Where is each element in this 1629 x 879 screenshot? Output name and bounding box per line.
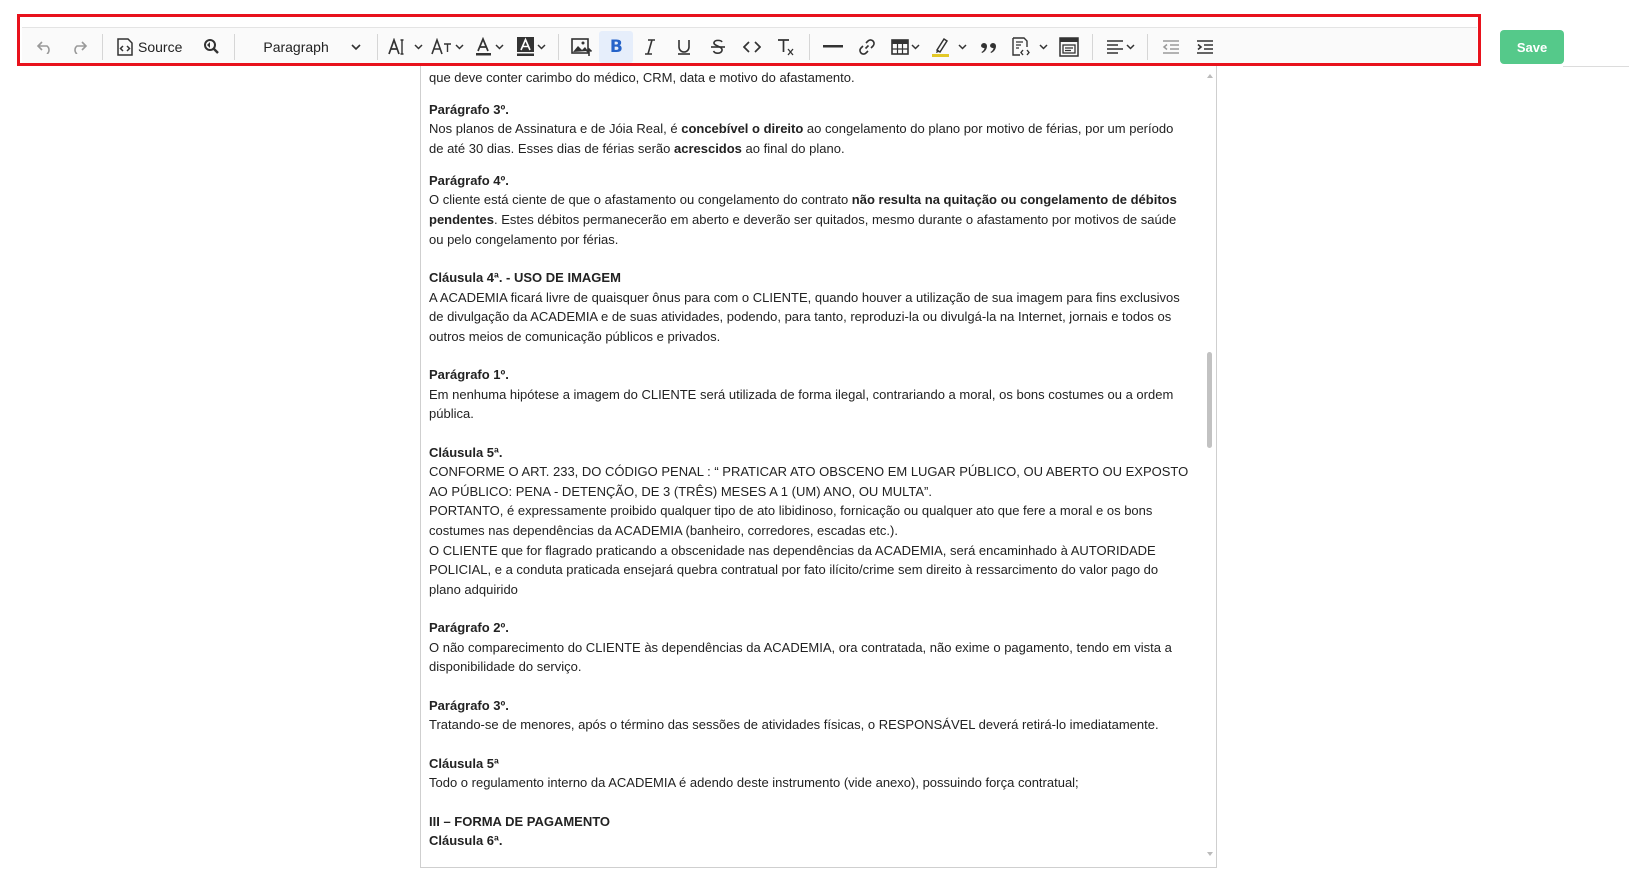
toolbar-separator [377, 34, 378, 60]
highlight-icon [932, 37, 950, 57]
html-embed-icon [1011, 37, 1031, 57]
editor-toolbar [22, 27, 1477, 66]
chevron-down-icon [455, 44, 464, 50]
outdent-icon[interactable] [1154, 31, 1188, 63]
clause-4-paragraph-1: Parágrafo 1º. Em nenhuma hipótese a imagem do CLIENTE será utilizada de forma ilegal, contrariando a moral, os bons costumes ou a ordem pública. [429, 367, 1174, 422]
insert-image-icon[interactable] [565, 31, 599, 63]
paragraph-title: Parágrafo 1º. [429, 367, 509, 383]
align-left-icon [1106, 40, 1124, 54]
chevron-down-icon [1126, 44, 1135, 50]
italic-icon[interactable] [633, 31, 667, 63]
indent-icon[interactable] [1188, 31, 1222, 63]
toolbar-separator [1147, 34, 1148, 60]
font-family-icon [431, 38, 453, 56]
scroll-up-arrow-icon[interactable] [1207, 74, 1213, 78]
section-title: III – FORMA DE PAGAMENTO [429, 813, 611, 829]
paragraph-3: Parágrafo 3º. Nos planos de Assinatura e de Jóia Real, é concebível o direito ao congelamento do plano por motivo de férias, por um período de até 30 dias. Esses dias de férias serão acrescidos ao final do plano. [429, 101, 1174, 156]
scroll-thumb[interactable] [1207, 352, 1212, 448]
clause-4: Cláusula 4ª. - USO DE IMAGEM A ACADEMIA ficará livre de quaisquer ônus para com o CLIENTE, quando houver a utilização de sua imagem para fins exclusivos de divulgação da ACADEMIA e de suas atividades, podendo, para tanto, reproduzi-la ou divulgá-la na Internet, jornais e todos os outros meios de comunicação públicos e privados. [429, 269, 1180, 344]
table-dropdown[interactable] [884, 31, 926, 63]
chevron-down-icon [1039, 44, 1048, 50]
highlight-dropdown[interactable] [926, 31, 972, 63]
heading-dropdown[interactable] [241, 31, 371, 63]
heading-value: Paragraph [263, 39, 329, 55]
find-replace-icon[interactable] [194, 31, 228, 63]
chevron-down-icon [537, 44, 546, 50]
paragraph-4: Parágrafo 4º. O cliente está ciente de que o afastamento ou congelamento do contrato não resulta na quitação ou congelamento de débitos pendentes. Estes débitos permanecerão em aberto e deverão ser quitados, mesmo durante o afastamento por motivos de saúde ou pelo congelamento por férias. [429, 172, 1177, 247]
clause-title: Cláusula 6ª. [429, 833, 503, 849]
font-size-dropdown[interactable] [384, 31, 426, 63]
strikethrough-icon[interactable] [701, 31, 735, 63]
toolbar-separator [809, 34, 810, 60]
underline-icon[interactable] [667, 31, 701, 63]
font-color-dropdown[interactable] [468, 31, 510, 63]
html-embed-dropdown[interactable] [1006, 31, 1052, 63]
bold-icon[interactable]: B [599, 31, 633, 63]
font-size-icon [388, 38, 412, 56]
editor-scrollbar[interactable] [1206, 74, 1214, 856]
redo-icon[interactable] [62, 31, 96, 63]
code-icon[interactable] [735, 31, 769, 63]
source-icon [115, 37, 135, 57]
alignment-dropdown[interactable] [1099, 31, 1141, 63]
font-family-dropdown[interactable] [426, 31, 468, 63]
toolbar-separator [234, 34, 235, 60]
paragraph-title: Parágrafo 3º. [429, 697, 509, 713]
paragraph-title: Parágrafo 3º. [429, 101, 509, 117]
clause-5b: Cláusula 5ª Todo o regulamento interno da ACADEMIA é adendo deste instrumento (vide anexo), possuindo força contratual; [429, 755, 1079, 791]
clause-5-paragraph-2: Parágrafo 2º. O não comparecimento do CLIENTE às dependências da ACADEMIA, ora contratada, não exime o pagamento, tendo em vista a disponibilidade do serviço. [429, 620, 1172, 675]
document-editor[interactable] [420, 66, 1217, 868]
save-button[interactable]: Save [1500, 30, 1564, 64]
editor-content[interactable] [429, 66, 1189, 863]
source-button[interactable] [109, 31, 188, 63]
clause-5: Cláusula 5ª. CONFORME O ART. 233, DO CÓDIGO PENAL : “ PRATICAR ATO OBSCENO EM LUGAR PÚBLICO, OU ABERTO OU EXPOSTO AO PÚBLICO: PENA - DETENÇÃO, DE 3 (TRÊS) MESES A 1 (UM) ANO, OU MULTA”. PORTANTO, é expressamente proibido qualquer tipo de ato libidinoso, fornicação ou qualquer ato que fere a moral e os bons costumes nas dependências da ACADEMIA (banheiro, corredores, escadas etc.). O CLIENTE que for flagrado praticando a obscenidade nas dependências da ACADEMIA, será encaminhado à AUTORIDADE POLICIAL, e a conduta praticada ensejará quebra contratual por fato ilícito/crime sem direito à ressarcimento do valor pago do plano adquirido [429, 444, 1189, 597]
paragraph-title: Parágrafo 4º. [429, 172, 509, 188]
chevron-down-icon [495, 44, 504, 50]
chevron-down-icon [911, 44, 920, 50]
clause-5-paragraph-3: Parágrafo 3º. Tratando-se de menores, após o término das sessões de atividades físicas, o RESPONSÁVEL deverá retirá-lo imediatamente. [429, 697, 1159, 733]
toolbar-separator [102, 34, 103, 60]
font-color-icon [475, 37, 493, 57]
remove-format-icon[interactable] [769, 31, 803, 63]
horizontal-line-icon[interactable] [816, 31, 850, 63]
quote-icon[interactable] [972, 31, 1006, 63]
font-background-color-icon [517, 37, 535, 57]
table-icon [891, 39, 909, 55]
paragraph-title: Parágrafo 2º. [429, 620, 509, 636]
toolbar-separator [1092, 34, 1093, 60]
font-background-dropdown[interactable] [510, 31, 552, 63]
media-embed-icon[interactable] [1052, 31, 1086, 63]
source-label: Source [138, 39, 183, 55]
paragraph: que deve conter carimbo do médico, CRM, data e motivo do afastamento. [429, 69, 855, 85]
link-icon[interactable] [850, 31, 884, 63]
undo-icon[interactable] [28, 31, 62, 63]
chevron-down-icon [414, 44, 423, 50]
section-3 [429, 812, 1189, 851]
clause-title: Cláusula 4ª. - USO DE IMAGEM [429, 269, 621, 285]
scroll-down-arrow-icon[interactable] [1207, 852, 1213, 856]
clause-title: Cláusula 5ª. [429, 444, 503, 460]
toolbar-separator [558, 34, 559, 60]
chevron-down-icon [958, 44, 967, 50]
chevron-down-icon [351, 44, 361, 51]
clause-title: Cláusula 5ª [429, 755, 499, 771]
header-divider [1563, 66, 1629, 67]
